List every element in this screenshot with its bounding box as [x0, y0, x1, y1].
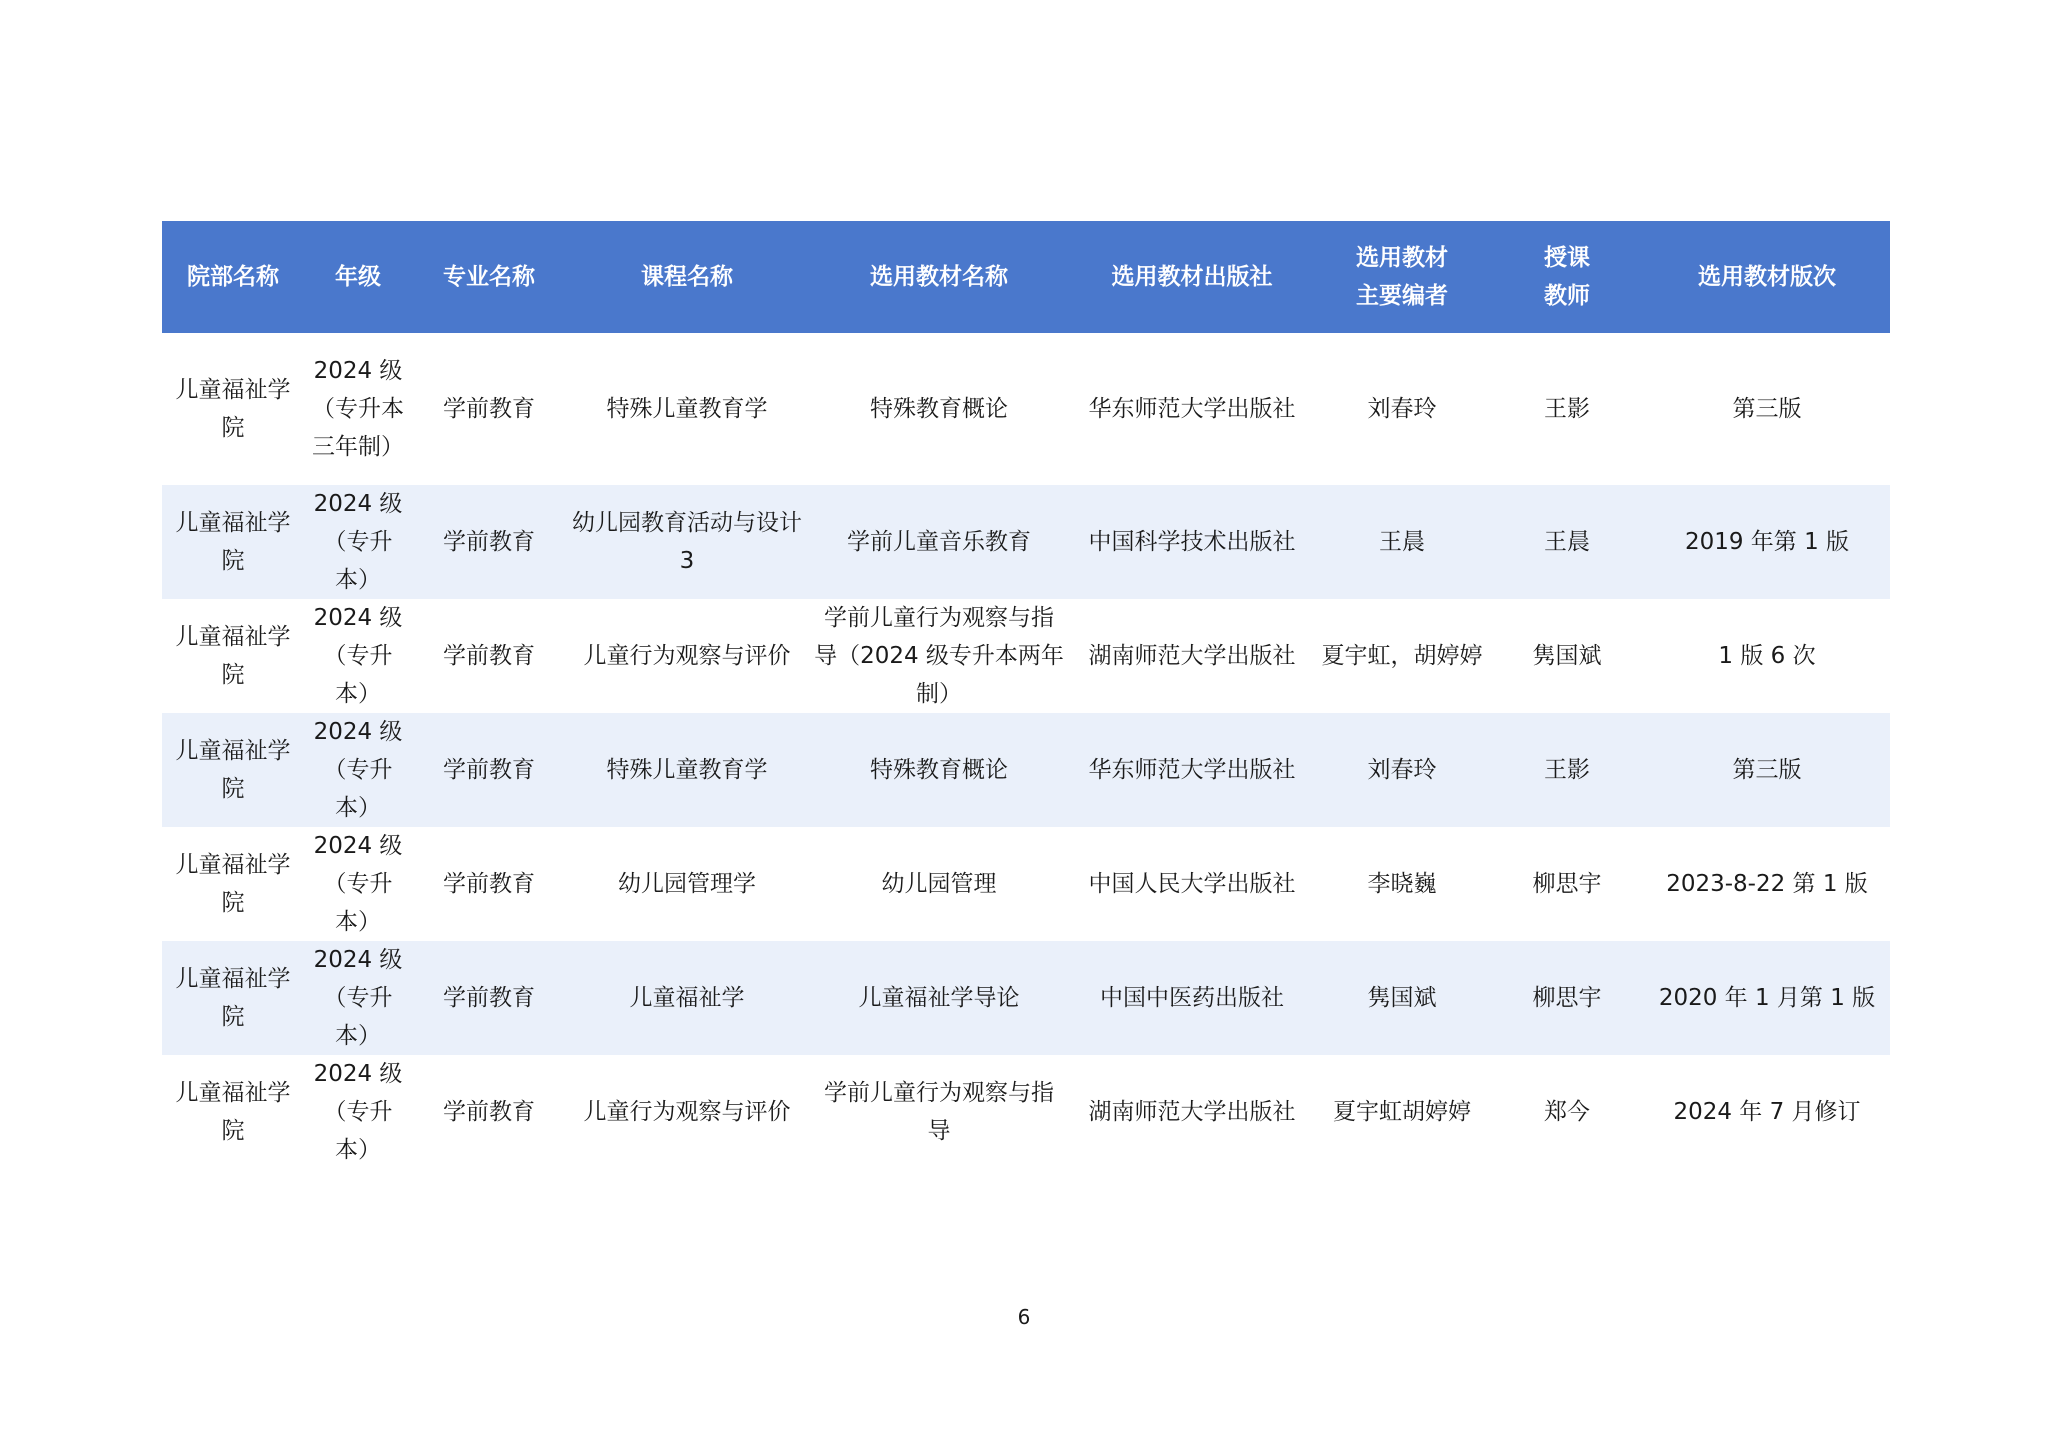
cell-publisher: 中国人民大学出版社	[1088, 871, 1296, 897]
header-edition: 选用教材版次	[1698, 264, 1836, 290]
cell-editor: 夏宇虹，胡婷婷	[1321, 643, 1483, 669]
table-row	[162, 485, 1890, 599]
header-course: 课程名称	[641, 264, 733, 290]
cell-grade: 2024 级（专升本）	[313, 605, 403, 707]
cell-editor: 王晨	[1379, 529, 1425, 555]
table-header	[162, 221, 1890, 333]
cell-editor: 刘春玲	[1367, 396, 1437, 422]
cell-grade: 2024 级（专升本）	[313, 947, 403, 1049]
cell-publisher: 中国科学技术出版社	[1088, 529, 1296, 555]
cell-course: 幼儿园管理学	[618, 871, 756, 897]
cell-major: 学前教育	[443, 529, 535, 555]
cell-edition: 1 版 6 次	[1718, 643, 1816, 669]
cell-textbook: 幼儿园管理	[881, 871, 997, 897]
textbook-selection-table	[162, 221, 1890, 1169]
cell-major: 学前教育	[443, 757, 535, 783]
cell-major: 学前教育	[443, 871, 535, 897]
cell-teacher: 王晨	[1544, 529, 1590, 555]
cell-department: 儿童福祉学院	[175, 852, 291, 916]
cell-publisher: 中国中医药出版社	[1100, 985, 1284, 1011]
cell-textbook: 特殊教育概论	[870, 396, 1008, 422]
cell-grade: 2024 级（专升本）	[313, 491, 403, 593]
cell-department: 儿童福祉学院	[175, 510, 291, 574]
table-row	[162, 941, 1890, 1055]
page-number: 6	[1017, 1305, 1031, 1329]
header-editor: 选用教材 主要编者	[1356, 245, 1448, 309]
cell-edition: 第三版	[1732, 757, 1802, 783]
cell-course: 特殊儿童教育学	[606, 757, 768, 783]
cell-grade: 2024 级（专升本三年制）	[312, 358, 404, 460]
cell-textbook: 学前儿童行为观察与指导（2024 级专升本两年制）	[814, 605, 1064, 707]
header-teacher: 授课 教师	[1544, 245, 1590, 309]
cell-editor: 隽国斌	[1367, 985, 1437, 1011]
cell-textbook: 学前儿童行为观察与指导	[824, 1080, 1054, 1144]
cell-teacher: 王影	[1544, 757, 1590, 783]
cell-course: 儿童福祉学	[629, 985, 745, 1011]
cell-department: 儿童福祉学院	[175, 966, 291, 1030]
header-major: 专业名称	[443, 264, 535, 290]
cell-teacher: 郑今	[1544, 1099, 1590, 1125]
cell-major: 学前教育	[443, 396, 535, 422]
cell-course: 特殊儿童教育学	[606, 396, 768, 422]
cell-editor: 夏宇虹胡婷婷	[1333, 1099, 1471, 1125]
cell-department: 儿童福祉学院	[175, 738, 291, 802]
cell-textbook: 特殊教育概论	[870, 757, 1008, 783]
cell-edition: 2023-8-22 第 1 版	[1666, 871, 1868, 897]
cell-grade: 2024 级（专升本）	[313, 719, 403, 821]
table-row	[162, 1055, 1890, 1169]
table-row	[162, 827, 1890, 941]
cell-textbook: 儿童福祉学导论	[858, 985, 1020, 1011]
header-grade: 年级	[335, 264, 381, 290]
cell-course: 儿童行为观察与评价	[583, 643, 791, 669]
cell-publisher: 湖南师范大学出版社	[1088, 1099, 1296, 1125]
cell-publisher: 湖南师范大学出版社	[1088, 643, 1296, 669]
cell-teacher: 柳思宇	[1532, 985, 1602, 1011]
cell-edition: 2020 年 1 月第 1 版	[1658, 985, 1876, 1011]
table-header-row	[162, 221, 1890, 333]
cell-edition: 第三版	[1732, 396, 1802, 422]
cell-department: 儿童福祉学院	[175, 377, 291, 441]
cell-teacher: 柳思宇	[1532, 871, 1602, 897]
header-department: 院部名称	[187, 264, 279, 290]
cell-department: 儿童福祉学院	[175, 1080, 291, 1144]
table-body	[162, 333, 1890, 1169]
cell-major: 学前教育	[443, 643, 535, 669]
table-row	[162, 599, 1890, 713]
cell-editor: 李晓巍	[1367, 871, 1437, 897]
cell-course: 幼儿园教育活动与设计 3	[572, 510, 802, 574]
cell-editor: 刘春玲	[1367, 757, 1437, 783]
header-publisher: 选用教材出版社	[1111, 264, 1273, 290]
cell-department: 儿童福祉学院	[175, 624, 291, 688]
cell-grade: 2024 级（专升本）	[313, 833, 403, 935]
table-row	[162, 713, 1890, 827]
table-row	[162, 333, 1890, 485]
header-textbook: 选用教材名称	[870, 264, 1008, 290]
cell-teacher: 隽国斌	[1532, 643, 1602, 669]
cell-grade: 2024 级（专升本）	[313, 1061, 403, 1163]
cell-teacher: 王影	[1544, 396, 1590, 422]
cell-publisher: 华东师范大学出版社	[1088, 396, 1296, 422]
cell-publisher: 华东师范大学出版社	[1088, 757, 1296, 783]
cell-edition: 2019 年第 1 版	[1684, 529, 1850, 555]
cell-course: 儿童行为观察与评价	[583, 1099, 791, 1125]
cell-major: 学前教育	[443, 1099, 535, 1125]
cell-textbook: 学前儿童音乐教育	[847, 529, 1031, 555]
cell-edition: 2024 年 7 月修订	[1673, 1099, 1861, 1125]
cell-major: 学前教育	[443, 985, 535, 1011]
